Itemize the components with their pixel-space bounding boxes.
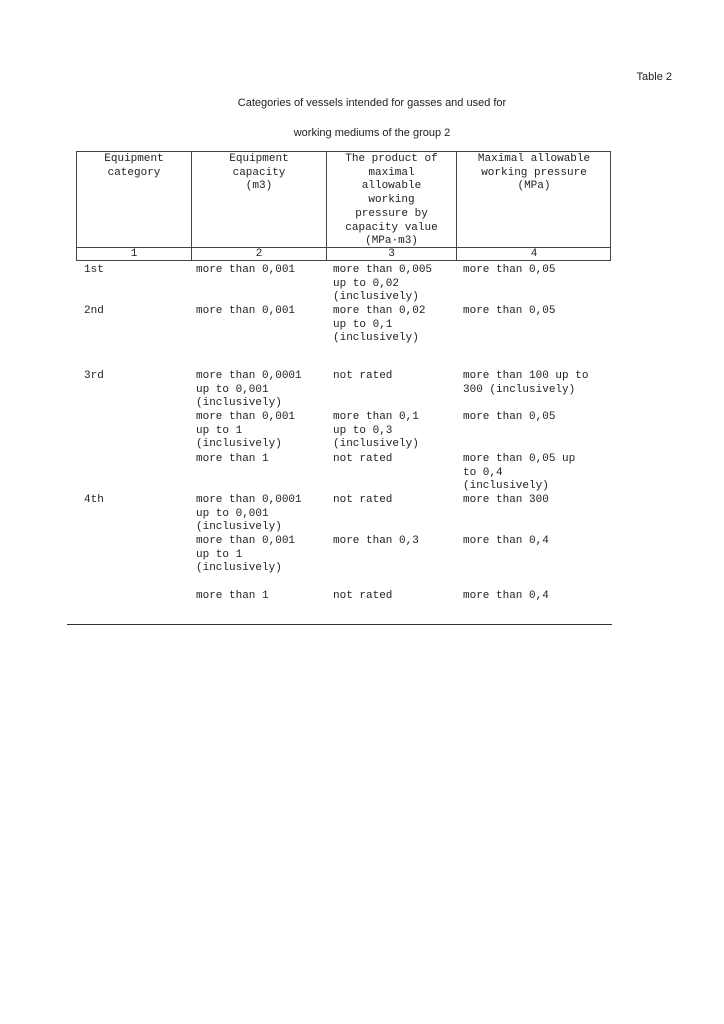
table-end-rule bbox=[67, 624, 612, 625]
row-pressure: more than 300 bbox=[463, 494, 549, 506]
row-product: not rated bbox=[333, 590, 393, 602]
row-pressure: more than 100 up to 300 (inclusively) bbox=[463, 370, 589, 396]
row-capacity: more than 0,0001 up to 0,001 (inclusively) bbox=[196, 370, 302, 410]
table-header bbox=[76, 151, 611, 261]
column-number: 4 bbox=[530, 248, 538, 260]
row-category: 4th bbox=[84, 494, 104, 506]
row-capacity: more than 0,001 up to 1 (inclusively) bbox=[196, 411, 296, 451]
row-product: not rated bbox=[333, 453, 393, 465]
row-capacity: more than 0,0001 up to 0,001 (inclusively) bbox=[196, 494, 302, 534]
row-product: not rated bbox=[333, 370, 393, 382]
row-pressure: more than 0,05 bbox=[463, 305, 556, 317]
table-title-line-2: working mediums of the group 2 bbox=[293, 127, 451, 139]
row-pressure: more than 0,4 bbox=[463, 590, 549, 602]
row-product: not rated bbox=[333, 494, 393, 506]
row-category: 1st bbox=[84, 264, 104, 276]
row-capacity: more than 0,001 bbox=[196, 264, 296, 276]
row-capacity: more than 1 bbox=[196, 590, 269, 602]
header-max-allowable-pressure: Maximal allowable working pressure (MPa) bbox=[477, 153, 591, 193]
column-number: 3 bbox=[388, 248, 395, 260]
row-pressure: more than 0,05 up to 0,4 (inclusively) bbox=[463, 453, 576, 493]
row-product: more than 0,1 up to 0,3 (inclusively) bbox=[333, 411, 419, 451]
header-equipment-category: Equipment category bbox=[104, 153, 164, 179]
table-number: Table 2 bbox=[636, 71, 672, 83]
column-number: 2 bbox=[255, 248, 263, 260]
row-pressure: more than 0,05 bbox=[463, 411, 556, 423]
column-number: 1 bbox=[130, 248, 138, 260]
row-capacity: more than 1 bbox=[196, 453, 269, 465]
row-capacity: more than 0,001 bbox=[196, 305, 296, 317]
row-capacity: more than 0,001 up to 1 (inclusively) bbox=[196, 535, 296, 575]
row-pressure: more than 0,4 bbox=[463, 535, 549, 547]
table-title-line-1: Categories of vessels intended for gasses and used for bbox=[237, 97, 507, 109]
header-equipment-capacity: Equipment capacity (m3) bbox=[229, 153, 289, 193]
header-pressure-capacity-product: The product of maximal allowable working pressure by capacity value (MPa·m3) bbox=[345, 153, 438, 248]
row-pressure: more than 0,05 bbox=[463, 264, 556, 276]
row-category: 2nd bbox=[84, 305, 104, 317]
row-product: more than 0,02 up to 0,1 (inclusively) bbox=[333, 305, 426, 345]
row-product: more than 0,005 up to 0,02 (inclusively) bbox=[333, 264, 433, 304]
row-product: more than 0,3 bbox=[333, 535, 419, 547]
row-category: 3rd bbox=[84, 370, 104, 382]
